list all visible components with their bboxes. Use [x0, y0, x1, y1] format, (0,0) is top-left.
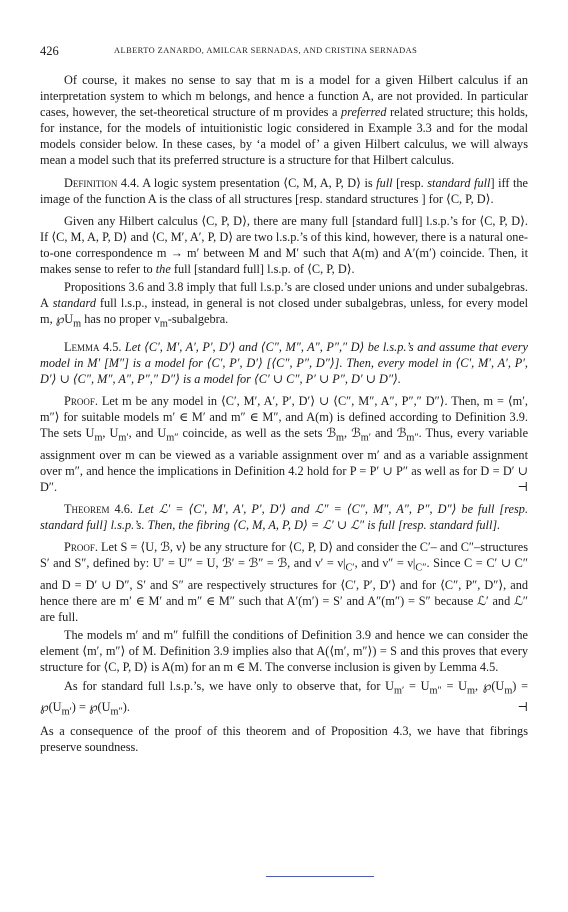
- lemma-4-5: Lemma 4.5. Let ⟨C′, M′, A′, P′, D′⟩ and ⟨C″, M″, A″, P″,″ D⟩ be l.s.p.’s and assume that every model in M′ [M″] is a model for ⟨C′, P′, D′⟩ [⟨C″, P″, D″⟩]. Then, every model in ⟨C′, M′, A′, P′, D′⟩ ∪ ⟨C″, M″, A″, P″,″ D″⟩ is a model for ⟨C′ ∪ C″, P′ ∪ P″, D′ ∪ D″⟩.: [40, 339, 528, 387]
- paragraph-soundness: As a consequence of the proof of this theorem and of Proposition 4.3, we have that fibrings preserve soundness.: [40, 723, 528, 754]
- lemma-label: Lemma 4.5.: [64, 339, 122, 354]
- footer-link-underline[interactable]: [266, 876, 374, 877]
- running-title: ALBERTO ZANARDO, AMILCAR SERNADAS, AND CRISTINA SERNADAS: [114, 46, 418, 55]
- page-header: [40, 44, 528, 60]
- qed-symbol: ⊣: [517, 480, 528, 495]
- proof-theorem-4-6: Proof. Let S = ⟨U, ℬ, ν⟩ be any structure for ⟨C, P, D⟩ and consider the C′– and C″–structures S′ and S″, defined by: U′ = U″ = U, ℬ′ = ℬ″ = ℬ, and $\nu' = \nu|_{C'}$, and $\nu'' = \nu|_{C''}$. Since C = C′ ∪ C″ and D = D′ ∪ D″, S′ and S″ are respectively structures for ⟨C′, P′, D′⟩ and for ⟨C″, P″, D″⟩, and hence there are m′ ∈ M′ and m″ ∈ M″ such that A′(m′) = S′ and A″(m″) = S″ because ℒ′ and ℒ″ are full.: [40, 540, 529, 625]
- paragraph-models-fulfill: The models m′ and m″ fulfill the conditions of Definition 3.9 and hence we can consider the element ⟨m′, m″⟩ of M. Definition 3.9 implies also that A(⟨m′, m″⟩) = S and this proves that every structure for ⟨C, P, D⟩ is A(m) for an m ∈ M. The converse inclusion is given by Lemma 4.5.: [40, 628, 528, 675]
- qed-symbol: ⊣: [517, 700, 528, 715]
- proof-lemma-4-5: Proof. Let m be any model in ⟨C′, M′, A′, P′, D′⟩ ∪ ⟨C″, M″, A″, P″,″ D″⟩. Then, m = ⟨m′, m″⟩ for suitable models m′ ∈ M′ and m″ ∈ M″, and A(m) is defined according to Definition 3.9. The sets $U_m$, $U_{m'}$, and $U_{m''}$ coincide, as well as the sets ℬ$_m$, ℬ$_{m'}$ and ℬ$_{m''}$. Thus, every variable assignment over m can be viewed as a variable assignment over m′ and as a variable assignment over m″, and hence the implications in Definition 4.2 hold for P = P′ ∪ P″ as well as for D = D′ ∪ D″. ⊣: [40, 394, 529, 495]
- proof-label: Proof.: [64, 394, 98, 409]
- page-body: [40, 72, 528, 757]
- theorem-4-6: Theorem 4.6. Let ℒ′ = ⟨C′, M′, A′, P′, D′⟩ and ℒ″ = ⟨C″, M″, A″, P″, D″⟩ be full [resp. standard full] l.s.p.’s. Then, the fibring ⟨C, M, A, P, D⟩ = ℒ′ ∪ ℒ″ is full [resp. standard full].: [40, 502, 529, 533]
- paragraph-preferred-structure: Of course, it makes no sense to say that m is a model for a given Hilbert calculus if an interpretation system to which m belongs, and hence a function A, are not provided. In particular cases, however, the set-theoretical structure of m provides a preferred related structure; this holds, for instance, for the models of intuitionistic logic considered in Example 3.3 and for the modal models consider below. In these cases, by ‘a model of’ a given Hilbert calculus, we will always mean a model such that its preferred structure is a structure for that Hilbert calculus.: [40, 73, 528, 168]
- definition-4-4: Definition 4.4. A logic system presentation ⟨C, M, A, P, D⟩ is full [resp. standard full] iff the image of the function A is the class of all structures [resp. standard structures ] for ⟨C, P, D⟩.: [40, 175, 528, 206]
- paragraph-standard-full: As for standard full l.s.p.’s, we have only to observe that, for $U_{m'} = U_{m''} = U_m$, $℘(U_m)$ = $℘(U_{m'})$ = $℘(U_{m''})$. ⊣: [40, 678, 529, 718]
- page-number: 426: [40, 44, 59, 58]
- theorem-label: Theorem 4.6.: [64, 502, 133, 517]
- proof-label: Proof.: [64, 540, 98, 555]
- paragraph-propositions: Propositions 3.6 and 3.8 imply that full l.s.p.’s are closed under unions and under subalgebras. A standard full l.s.p., instead, in general is not closed under subalgebras, unless, for every model m, $℘U_m$ has no proper $\nu_m$-subalgebra.: [40, 280, 528, 330]
- paragraph-hilbert-calculus: Given any Hilbert calculus ⟨C, P, D⟩, there are many full [standard full] l.s.p.’s for ⟨C, P, D⟩. If ⟨C, M, A, P, D⟩ and ⟨C, M′, A′, P, D⟩ are two l.s.p.’s of this kind, however, there is a natural one-to-one correspondence m → m′ between M and M′ such that A(m) and A′(m′) coincide. Then, it makes sense to refer to the full [standard full] l.s.p. of ⟨C, P, D⟩.: [40, 213, 528, 277]
- definition-label: Definition 4.4.: [64, 175, 140, 190]
